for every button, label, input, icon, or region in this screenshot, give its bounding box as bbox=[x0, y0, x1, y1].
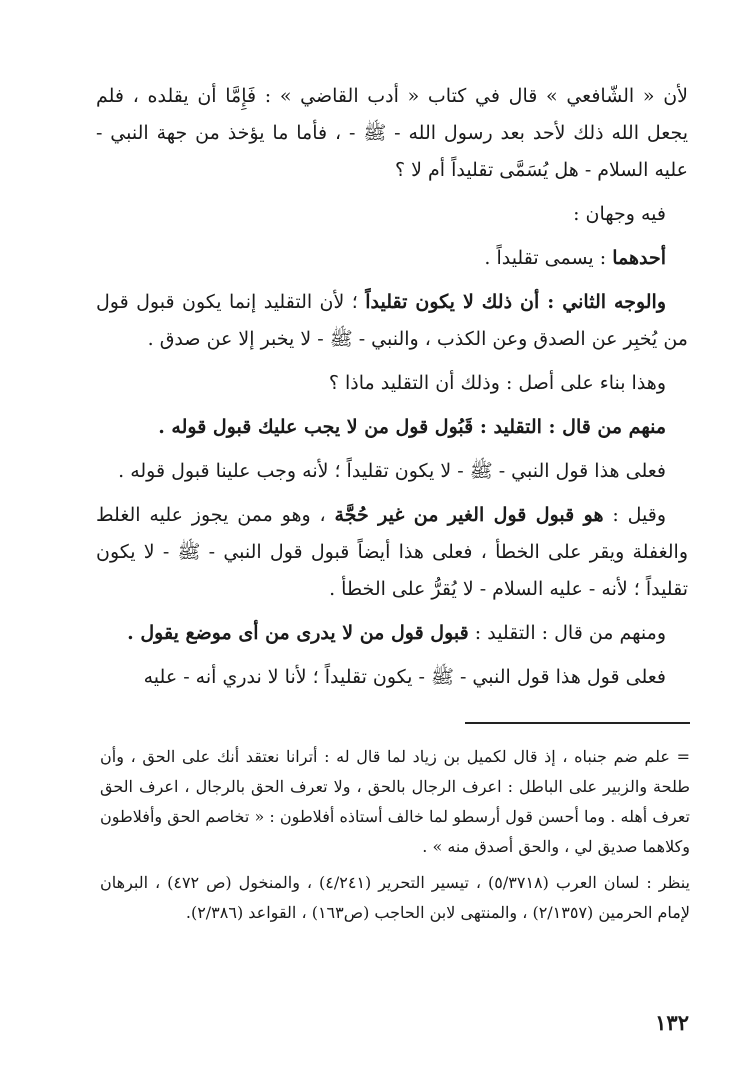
second-view-text: ؛ لأن التقليد إنما يكون قبول قول من يُخبِر عن الصدق وعن الكذب ، والنبي - ﷺ - لا يخبر إلا عن صدق . bbox=[96, 291, 688, 350]
paragraph-9 bbox=[96, 615, 688, 652]
paragraph-8 bbox=[96, 497, 688, 608]
paragraph-2: فيه وجهان : bbox=[573, 203, 666, 225]
footnote-1: = علم ضم جنباه ، إذ قال لكميل بن زياد لما قال له : أترانا نعتقد أنك على الحق ، وأن طلحة والزبير على الباطل : اعرف الرجال بالحق ، ولا تعرف الحق بالرجال ، اعرف الحق تعرف أهله . وما أحسن قول أرسطو لما خالف أستاذه أفلاطون : « تخاصم الحق وأفلاطون وكلاهما صديق لي ، والحق أصدق منه » . bbox=[100, 747, 690, 856]
footnote-divider bbox=[465, 722, 690, 724]
first-view-label: أحدهما bbox=[612, 247, 666, 269]
page-number: ١٣٢ bbox=[655, 1010, 689, 1035]
definition-bold: هو قبول قول الغير من غير حُجَّة bbox=[334, 504, 604, 526]
paragraph-6: منهم من قال : التقليد : قَبُول قول من لا يجب عليك قبول قوله . bbox=[158, 416, 666, 438]
paragraph-3 bbox=[96, 240, 688, 277]
first-view-text: : يسمى تقليداً . bbox=[484, 247, 613, 269]
second-view-label: والوجه الثاني : أن ذلك لا يكون تقليداً bbox=[365, 291, 666, 313]
main-text bbox=[96, 78, 688, 703]
paragraph-1: لأن « الشّافعي » قال في كتاب « أدب القاضي » : فَإِمَّا أن يقلده ، فلم يجعل الله ذلك لأحد بعد رسول الله - ﷺ - ، فأما ما يؤخذ من جهة النبي - عليه السلام - هل يُسَمَّى تقليداً أم لا ؟ bbox=[96, 85, 688, 181]
paragraph-5: وهذا بناء على أصل : وذلك أن التقليد ماذا ؟ bbox=[328, 372, 666, 394]
definition-text: ، وهو ممن يجوز عليه الغلط والغفلة ويقر على الخطأ ، فعلى هذا أيضاً قبول قول النبي - ﷺ - لا يكون تقليداً ؛ لأنه - عليه السلام - لا يُقرُّ على الخطأ . bbox=[96, 504, 688, 600]
paragraph-7: فعلى هذا قول النبي - ﷺ - لا يكون تقليداً ؛ لأنه وجب علينا قبول قوله . bbox=[118, 460, 666, 482]
paragraph-4 bbox=[96, 284, 688, 358]
footnote-2: ينظر : لسان العرب (٥/٣٧١٨) ، تيسير التحرير (٤/٢٤١) ، والمنخول (ص ٤٧٢) ، البرهان لإمام الحرمين (٢/١٣٥٧) ، والمنتهى لابن الحاجب (ص١٦٣) ، القواعد (٢/٣٨٦). bbox=[100, 873, 691, 922]
definition-lead: وقيل : bbox=[603, 504, 666, 526]
definition-2-bold: قبول قول من لا يدرى من أى موضع يقول . bbox=[127, 622, 469, 644]
footnotes bbox=[100, 742, 690, 934]
definition-2-lead: ومنهم من قال : التقليد : bbox=[468, 622, 666, 644]
paragraph-10: فعلى قول هذا قول النبي - ﷺ - يكون تقليداً ؛ لأنا لا ندري أنه - عليه bbox=[143, 666, 666, 688]
